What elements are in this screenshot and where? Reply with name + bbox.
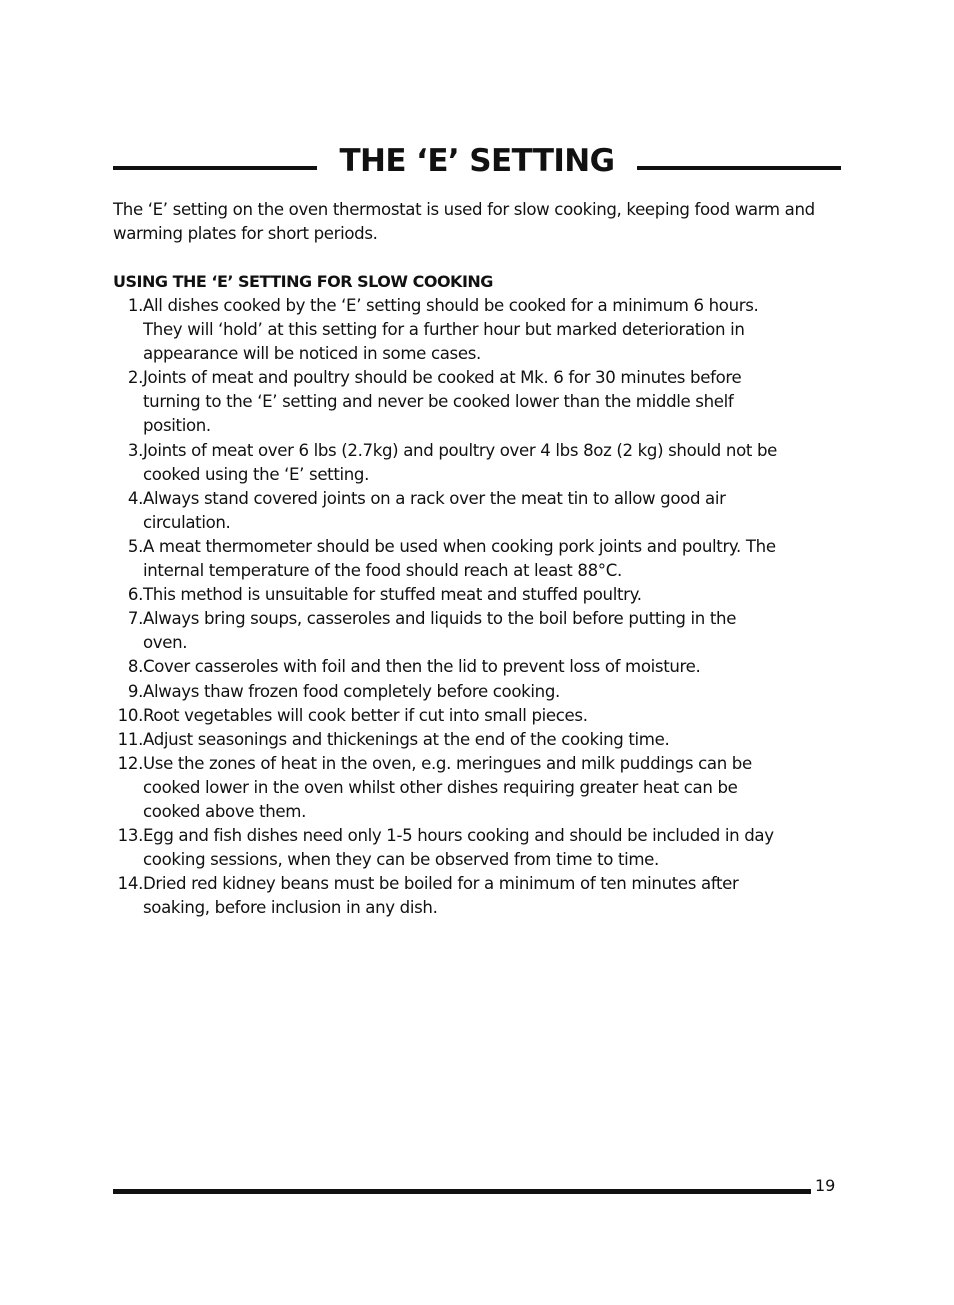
step-text: Always stand covered joints on a rack over the meat tin to allow good air circulation. <box>143 488 726 532</box>
section-heading: USING THE ‘E’ SETTING FOR SLOW COOKING <box>113 272 493 291</box>
list-item <box>113 487 778 535</box>
intro-paragraph: The ‘E’ setting on the oven thermostat is used for slow cooking, keeping food warm and warming plates for short periods. <box>113 200 815 244</box>
step-number: 3. <box>127 440 143 460</box>
step-text: Use the zones of heat in the oven, e.g. meringues and milk puddings can be cooked lower in the oven whilst other dishes requiring greater heat can be cooked above them. <box>143 753 752 821</box>
list-item <box>113 607 778 655</box>
list-item <box>113 366 778 438</box>
list-item <box>113 824 778 872</box>
step-text: Joints of meat over 6 lbs (2.7kg) and poultry over 4 lbs 8oz (2 kg) should not be cooked using the ‘E’ setting. <box>143 440 778 484</box>
title-row <box>113 138 841 186</box>
list-item <box>113 294 778 366</box>
page-title: THE ‘E’ SETTING <box>339 143 615 179</box>
page-number: 19 <box>815 1176 836 1195</box>
step-number: 1. <box>127 296 143 315</box>
list-item <box>113 728 778 752</box>
footer-rule <box>113 1189 811 1194</box>
step-text: Always thaw frozen food completely before cooking. <box>143 681 560 701</box>
step-number: 10. <box>117 705 143 725</box>
step-text: Joints of meat and poultry should be cooked at Mk. 6 for 30 minutes before turning to the ‘E’ setting and never be cooked lower than the middle shelf position. <box>143 368 742 436</box>
step-number: 4. <box>127 488 143 508</box>
list-item <box>113 655 778 679</box>
step-text: Adjust seasonings and thickenings at the end of the cooking time. <box>143 729 670 749</box>
steps-list <box>113 294 778 920</box>
step-number: 11. <box>117 729 143 749</box>
step-number: 13. <box>117 826 143 846</box>
list-item <box>113 583 778 607</box>
title-rule-right <box>637 166 841 170</box>
step-number: 6. <box>127 585 143 605</box>
step-number: 5. <box>127 536 143 556</box>
step-text: A meat thermometer should be used when cooking pork joints and poultry. The internal temperature of the food should reach at least 88°C. <box>143 536 776 581</box>
step-number: 7. <box>127 609 143 629</box>
step-number: 12. <box>117 753 143 773</box>
list-item <box>113 535 778 583</box>
list-item <box>113 704 778 728</box>
step-text: Cover casseroles with foil and then the lid to prevent loss of moisture. <box>143 657 701 677</box>
step-number: 8. <box>127 657 143 677</box>
step-text: Root vegetables will cook better if cut into small pieces. <box>143 705 588 725</box>
step-text: Dried red kidney beans must be boiled for a minimum of ten minutes after soaking, before inclusion in any dish. <box>143 874 739 918</box>
title-rule-left <box>113 166 317 170</box>
list-item <box>113 439 778 487</box>
step-text: All dishes cooked by the ‘E’ setting should be cooked for a minimum 6 hours. They will ‘hold’ at this setting for a further hour but marked deterioration in appearance will be noticed in some cases. <box>143 296 759 364</box>
step-text: Always bring soups, casseroles and liquids to the boil before putting in the oven. <box>143 609 737 653</box>
step-number: 2. <box>127 368 143 388</box>
list-item <box>113 680 778 704</box>
list-item <box>113 752 778 824</box>
step-text: This method is unsuitable for stuffed meat and stuffed poultry. <box>143 585 642 605</box>
list-item <box>113 872 778 920</box>
step-number: 9. <box>127 681 143 701</box>
step-number: 14. <box>117 874 143 894</box>
step-text: Egg and fish dishes need only 1-5 hours cooking and should be included in day cooking sessions, when they can be observed from time to time. <box>143 826 774 870</box>
